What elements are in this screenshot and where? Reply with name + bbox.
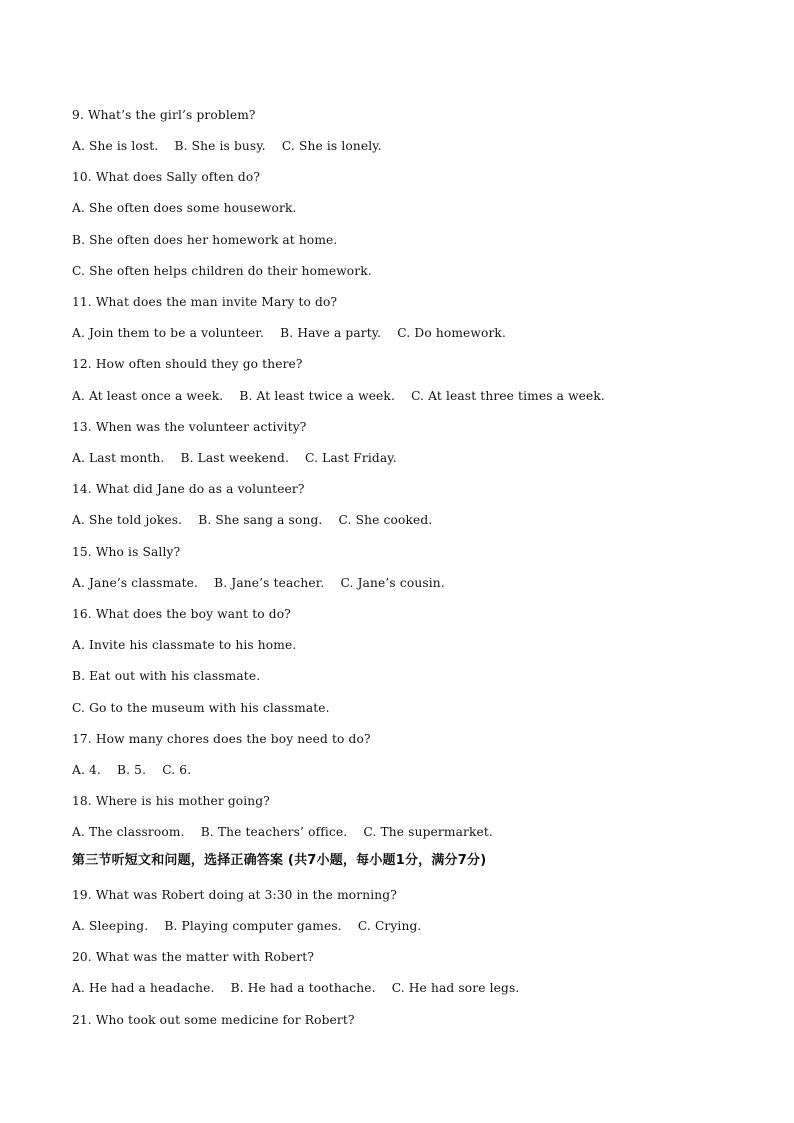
question-10-option-b: B. She often does her homework at home. (72, 233, 338, 247)
question-19-options: A. Sleeping. B. Playing computer games. C. Crying. (72, 919, 422, 933)
question-11-options: A. Join them to be a volunteer. B. Have a party. C. Do homework. (72, 326, 506, 340)
question-16: 16. What does the boy want to do? (72, 607, 291, 621)
question-19: 19. What was Robert doing at 3:30 in the morning? (72, 888, 397, 902)
question-15-options: A. Jane’s classmate. B. Jane’s teacher. C. Jane’s cousin. (72, 576, 445, 590)
question-9-options: A. She is lost. B. She is busy. C. She is lonely. (72, 139, 382, 153)
question-18: 18. Where is his mother going? (72, 794, 270, 808)
question-16-option-c: C. Go to the museum with his classmate. (72, 701, 330, 715)
question-14: 14. What did Jane do as a volunteer? (72, 482, 305, 496)
question-16-option-b: B. Eat out with his classmate. (72, 669, 261, 683)
question-13-options: A. Last month. B. Last weekend. C. Last Friday. (72, 451, 397, 465)
question-20-options: A. He had a headache. B. He had a toothache. C. He had sore legs. (72, 981, 520, 995)
question-12-options: A. At least once a week. B. At least twice a week. C. At least three times a week. (72, 389, 605, 403)
question-13: 13. When was the volunteer activity? (72, 420, 307, 434)
question-9: 9. What’s the girl’s problem? (72, 108, 256, 122)
question-17-options: A. 4. B. 5. C. 6. (72, 763, 192, 777)
section-heading: 第三节听短文和问题，选择正确答案 (共7小题，每小题1分，满分7分) (72, 853, 487, 868)
question-15: 15. Who is Sally? (72, 545, 181, 559)
question-10-option-a: A. She often does some housework. (72, 201, 297, 215)
question-11: 11. What does the man invite Mary to do? (72, 295, 338, 309)
question-10-option-c: C. She often helps children do their homework. (72, 264, 372, 278)
question-12: 12. How often should they go there? (72, 357, 303, 371)
question-14-options: A. She told jokes. B. She sang a song. C. She cooked. (72, 513, 433, 527)
question-18-options: A. The classroom. B. The teachers’ office. C. The supermarket. (72, 825, 493, 839)
question-21: 21. Who took out some medicine for Robert? (72, 1013, 355, 1027)
question-17: 17. How many chores does the boy need to do? (72, 732, 371, 746)
question-20: 20. What was the matter with Robert? (72, 950, 314, 964)
question-16-option-a: A. Invite his classmate to his home. (72, 638, 297, 652)
question-10: 10. What does Sally often do? (72, 170, 261, 184)
